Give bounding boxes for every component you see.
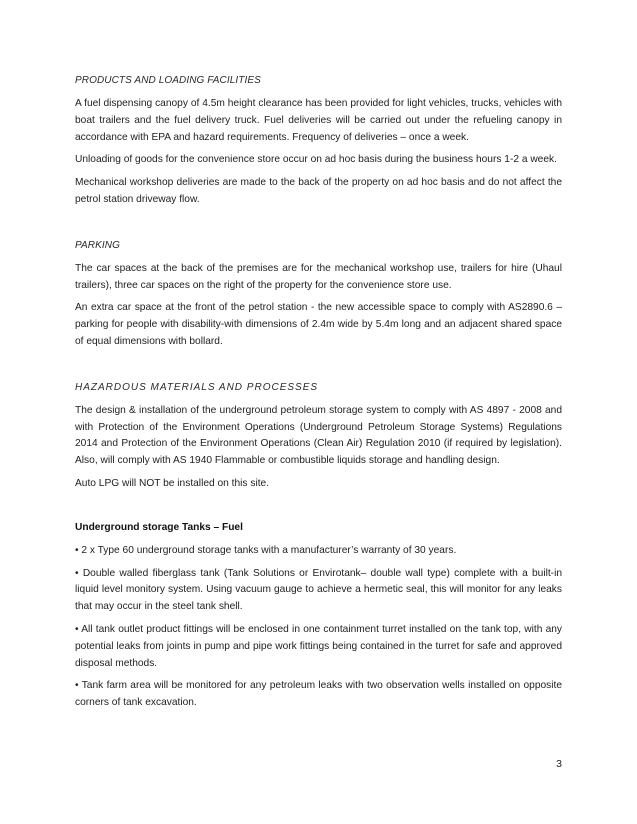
document-page: [75, 74, 562, 712]
bullet-item: • Tank farm area will be monitored for any petroleum leaks with two observation wells installed on opposite corners of tank excavation.: [75, 680, 562, 709]
bullet-item: • 2 x Type 60 underground storage tanks with a manufacturer’s warranty of 30 years.: [75, 544, 457, 556]
paragraph: The design & installation of the underground petroleum storage system to comply with AS 4897 - 2008 and with Protection of the Environment Operations (Underground Petroleum Storage Systems) Regulations 2014 and Protection of the Environment Operations (Clean Air) Regulation 2010 (if required by legislation). Also, will comply with AS 1940 Flammable or combustible liquids storage and handling design.: [75, 404, 562, 467]
paragraph: Unloading of goods for the convenience store occur on ad hoc basis during the business hours 1-2 a week.: [75, 154, 557, 166]
paragraph: Mechanical workshop deliveries are made to the back of the property on ad hoc basis and do not affect the petrol station driveway flow.: [75, 177, 562, 205]
page-number: 3: [556, 758, 562, 770]
section-heading-parking: PARKING: [75, 239, 120, 251]
section-heading-hazardous: HAZARDOUS MATERIALS AND PROCESSES: [75, 381, 319, 393]
section-heading-tanks: Underground storage Tanks – Fuel: [75, 521, 243, 533]
bullet-item: • Double walled fiberglass tank (Tank Solutions or Envirotank– double wall type) complete with a built-in liquid level monitory system. Using vacuum gauge to achieve a hermetic seal, this will monitor for any leaks that may occur in the steel tank shell.: [75, 567, 562, 613]
paragraph: Auto LPG will NOT be installed on this site.: [75, 477, 270, 489]
bullet-item: • All tank outlet product fittings will be enclosed in one containment turret installed on the tank top, with any potential leaks from joints in pump and pipe work fittings being contained in the turret for safe and approved disposal methods.: [75, 623, 562, 669]
section-heading-products: PRODUCTS AND LOADING FACILITIES: [75, 75, 261, 86]
paragraph: The car spaces at the back of the premises are for the mechanical workshop use, trailers for hire (Uhaul trailers), three car spaces on the right of the property for the convenience store use.: [75, 262, 562, 291]
paragraph: A fuel dispensing canopy of 4.5m height clearance has been provided for light vehicles, trucks, vehicles with boat trailers and the fuel delivery truck. Fuel deliveries will be carried out under the refueling canopy in accordance with EPA and hazard requirements. Frequency of deliveries – once a week.: [75, 98, 562, 143]
paragraph: An extra car space at the front of the petrol station - the new accessible space to comply with AS2890.6 – parking for people with disability-with dimensions of 2.4m wide by 5.4m long and an adjacent shared space of equal dimensions with bollard.: [75, 302, 562, 347]
